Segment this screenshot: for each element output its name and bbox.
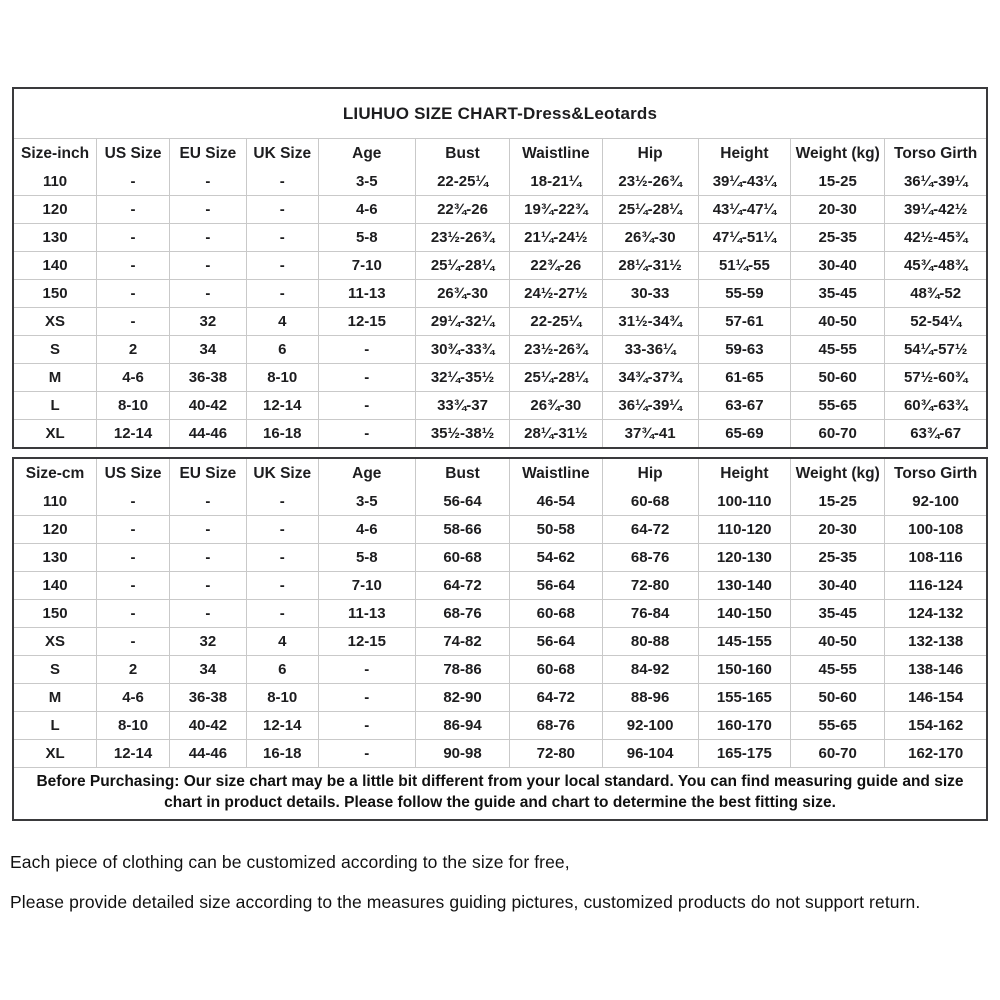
- size-cell: 2: [97, 336, 170, 364]
- table-row: [14, 280, 986, 308]
- size-cell: -: [170, 168, 247, 196]
- column-header: Waistline: [510, 139, 602, 168]
- size-cell: 4-6: [97, 684, 170, 712]
- size-cell: 60-70: [791, 740, 885, 768]
- size-cell: 23½-26¾: [602, 168, 698, 196]
- size-cell: 32¼-35½: [415, 364, 509, 392]
- size-cell: 4-6: [318, 196, 415, 224]
- column-header: Height: [698, 139, 790, 168]
- size-cell: M: [14, 684, 97, 712]
- size-cell: 110: [14, 168, 97, 196]
- size-cell: 78-86: [415, 656, 509, 684]
- size-cell: 162-170: [885, 740, 986, 768]
- table-row: [14, 628, 986, 656]
- column-header: Age: [318, 139, 415, 168]
- header-row: [14, 139, 986, 168]
- size-cell: 58-66: [415, 516, 509, 544]
- size-cell: 108-116: [885, 544, 986, 572]
- size-cell: 36¼-39¼: [602, 392, 698, 420]
- table-row: [14, 336, 986, 364]
- column-header: Weight (kg): [791, 139, 885, 168]
- table-row: [14, 684, 986, 712]
- size-cell: 35½-38½: [415, 420, 509, 448]
- table-row: [14, 196, 986, 224]
- size-cell: 61-65: [698, 364, 790, 392]
- size-cell: 120: [14, 516, 97, 544]
- size-cell: 130: [14, 544, 97, 572]
- size-cell: 25-35: [791, 224, 885, 252]
- size-cell: 23½-26¾: [510, 336, 602, 364]
- size-cell: 60¾-63¾: [885, 392, 986, 420]
- size-cell: 29¼-32¼: [415, 308, 509, 336]
- table-row: [14, 224, 986, 252]
- footnote-return-policy: Please provide detailed size according to the measures guiding pictures, customized products do not support return.: [10, 892, 921, 912]
- size-cell: 50-58: [510, 516, 602, 544]
- size-cell: 60-70: [791, 420, 885, 448]
- size-cell: 43¼-47¼: [698, 196, 790, 224]
- column-header: UK Size: [246, 139, 318, 168]
- size-cell: 23½-26¾: [415, 224, 509, 252]
- size-cell: 16-18: [246, 740, 318, 768]
- size-cell: 25¼-28¼: [415, 252, 509, 280]
- size-cell: 42½-45¾: [885, 224, 986, 252]
- size-cell: -: [97, 516, 170, 544]
- size-cell: 11-13: [318, 280, 415, 308]
- size-cell: 63¾-67: [885, 420, 986, 448]
- size-cell: 31½-34¾: [602, 308, 698, 336]
- size-cell: 140-150: [698, 600, 790, 628]
- size-cell: 138-146: [885, 656, 986, 684]
- size-cell: -: [97, 280, 170, 308]
- column-header: Torso Girth: [885, 459, 986, 488]
- size-cell: -: [97, 600, 170, 628]
- size-cell: -: [170, 572, 247, 600]
- size-cell: 56-64: [510, 628, 602, 656]
- size-cell: 8-10: [97, 392, 170, 420]
- table-row: [14, 600, 986, 628]
- column-header: Bust: [415, 459, 509, 488]
- table-row: [14, 308, 986, 336]
- size-cell: -: [246, 252, 318, 280]
- size-cell: 59-63: [698, 336, 790, 364]
- size-cell: 8-10: [97, 712, 170, 740]
- table-row: [14, 364, 986, 392]
- size-cell: 145-155: [698, 628, 790, 656]
- header-row: [14, 459, 986, 488]
- size-cell: 55-59: [698, 280, 790, 308]
- size-cell: 86-94: [415, 712, 509, 740]
- size-cell: XS: [14, 308, 97, 336]
- size-cell: 40-42: [170, 712, 247, 740]
- size-cell: -: [246, 196, 318, 224]
- size-cell: 96-104: [602, 740, 698, 768]
- size-cell: 25-35: [791, 544, 885, 572]
- size-cell: 44-46: [170, 420, 247, 448]
- size-cell: 4-6: [318, 516, 415, 544]
- size-table-cm: [14, 459, 986, 767]
- size-cell: 68-76: [602, 544, 698, 572]
- size-cell: 21¼-24½: [510, 224, 602, 252]
- size-cell: 40-42: [170, 392, 247, 420]
- size-cell: 26¾-30: [602, 224, 698, 252]
- size-cell: 3-5: [318, 168, 415, 196]
- size-cell: 154-162: [885, 712, 986, 740]
- size-cell: 7-10: [318, 252, 415, 280]
- size-cell: 12-14: [246, 712, 318, 740]
- size-cell: -: [318, 392, 415, 420]
- size-cell: 60-68: [510, 600, 602, 628]
- size-cell: -: [246, 544, 318, 572]
- size-cell: 24½-27½: [510, 280, 602, 308]
- size-cell: 34: [170, 336, 247, 364]
- size-cell: 26¾-30: [415, 280, 509, 308]
- size-cell: 90-98: [415, 740, 509, 768]
- size-cell: -: [318, 364, 415, 392]
- before-purchasing-note: Before Purchasing: Our size chart may be a little bit different from your local standard. You can find measuring guide and size chart in product details. Please follow the guide and chart to determine the best fitting size.: [14, 767, 986, 819]
- size-cell: -: [170, 600, 247, 628]
- size-cell: 6: [246, 656, 318, 684]
- size-cell: 30-40: [791, 252, 885, 280]
- size-cell: 150: [14, 600, 97, 628]
- table-row: [14, 488, 986, 516]
- size-cell: -: [246, 224, 318, 252]
- size-cell: 12-14: [246, 392, 318, 420]
- size-cell: 165-175: [698, 740, 790, 768]
- size-cell: 16-18: [246, 420, 318, 448]
- column-header: Age: [318, 459, 415, 488]
- size-cell: 25¼-28¼: [510, 364, 602, 392]
- size-cell: -: [170, 224, 247, 252]
- size-cell: -: [318, 336, 415, 364]
- size-cell: 50-60: [791, 684, 885, 712]
- size-cell: 130: [14, 224, 97, 252]
- size-cell: -: [246, 516, 318, 544]
- size-cell: 140: [14, 252, 97, 280]
- size-cell: 34¾-37¾: [602, 364, 698, 392]
- size-cell: 57-61: [698, 308, 790, 336]
- table-row: [14, 420, 986, 448]
- size-cell: 68-76: [415, 600, 509, 628]
- size-cell: 51¼-55: [698, 252, 790, 280]
- size-cell: 50-60: [791, 364, 885, 392]
- size-cell: 25¼-28¼: [602, 196, 698, 224]
- size-cell: -: [246, 572, 318, 600]
- size-cell: L: [14, 712, 97, 740]
- size-cell: 26¾-30: [510, 392, 602, 420]
- size-cell: 12-15: [318, 308, 415, 336]
- size-cell: 120-130: [698, 544, 790, 572]
- size-cell: 8-10: [246, 684, 318, 712]
- size-cell: -: [246, 600, 318, 628]
- size-cell: XL: [14, 420, 97, 448]
- size-cell: 160-170: [698, 712, 790, 740]
- table-row: [14, 168, 986, 196]
- table-row: [14, 392, 986, 420]
- size-cell: -: [170, 488, 247, 516]
- size-cell: -: [97, 544, 170, 572]
- column-header: Height: [698, 459, 790, 488]
- size-cell: XL: [14, 740, 97, 768]
- size-cell: 120: [14, 196, 97, 224]
- column-header: Hip: [602, 139, 698, 168]
- size-cell: 39¼-43¼: [698, 168, 790, 196]
- table-row: [14, 544, 986, 572]
- size-cell: 130-140: [698, 572, 790, 600]
- size-cell: 60-68: [510, 656, 602, 684]
- size-cell: 155-165: [698, 684, 790, 712]
- size-cell: 12-14: [97, 420, 170, 448]
- inch-table-section: [12, 87, 988, 449]
- size-cell: -: [97, 196, 170, 224]
- size-cell: 22¾-26: [415, 196, 509, 224]
- size-cell: 92-100: [885, 488, 986, 516]
- size-cell: -: [97, 168, 170, 196]
- size-cell: 150: [14, 280, 97, 308]
- column-header: UK Size: [246, 459, 318, 488]
- size-cell: 33¾-37: [415, 392, 509, 420]
- size-cell: 5-8: [318, 224, 415, 252]
- size-cell: 55-65: [791, 712, 885, 740]
- size-cell: 116-124: [885, 572, 986, 600]
- size-cell: -: [170, 280, 247, 308]
- size-cell: 18-21¼: [510, 168, 602, 196]
- column-header: Weight (kg): [791, 459, 885, 488]
- size-cell: 4: [246, 308, 318, 336]
- size-chart: [12, 87, 988, 821]
- table-row: [14, 252, 986, 280]
- size-cell: -: [170, 196, 247, 224]
- column-header: US Size: [97, 139, 170, 168]
- table-row: [14, 572, 986, 600]
- size-cell: -: [246, 168, 318, 196]
- size-cell: 54-62: [510, 544, 602, 572]
- size-cell: 146-154: [885, 684, 986, 712]
- size-cell: 48¾-52: [885, 280, 986, 308]
- column-header: Size-cm: [14, 459, 97, 488]
- section-divider: [12, 449, 988, 457]
- size-cell: 45-55: [791, 336, 885, 364]
- size-cell: -: [170, 516, 247, 544]
- size-cell: 44-46: [170, 740, 247, 768]
- size-cell: -: [97, 488, 170, 516]
- size-cell: 92-100: [602, 712, 698, 740]
- size-cell: 76-84: [602, 600, 698, 628]
- size-cell: -: [97, 252, 170, 280]
- size-cell: 88-96: [602, 684, 698, 712]
- size-cell: 57½-60¾: [885, 364, 986, 392]
- size-cell: 65-69: [698, 420, 790, 448]
- cm-table-section: [12, 457, 988, 821]
- size-cell: 68-76: [510, 712, 602, 740]
- size-cell: 11-13: [318, 600, 415, 628]
- size-cell: 132-138: [885, 628, 986, 656]
- size-cell: 56-64: [415, 488, 509, 516]
- size-cell: 2: [97, 656, 170, 684]
- size-cell: 30-33: [602, 280, 698, 308]
- size-cell: 20-30: [791, 516, 885, 544]
- size-table-inch: [14, 139, 986, 447]
- size-cell: -: [97, 224, 170, 252]
- size-cell: 4-6: [97, 364, 170, 392]
- footnotes: [10, 852, 996, 932]
- size-cell: -: [318, 656, 415, 684]
- size-cell: -: [97, 572, 170, 600]
- size-cell: 22¾-26: [510, 252, 602, 280]
- size-cell: -: [97, 308, 170, 336]
- size-cell: 54¼-57½: [885, 336, 986, 364]
- size-cell: -: [170, 252, 247, 280]
- size-cell: 8-10: [246, 364, 318, 392]
- size-cell: L: [14, 392, 97, 420]
- size-cell: 56-64: [510, 572, 602, 600]
- size-cell: 30¾-33¾: [415, 336, 509, 364]
- size-cell: 124-132: [885, 600, 986, 628]
- size-cell: 80-88: [602, 628, 698, 656]
- size-cell: 74-82: [415, 628, 509, 656]
- size-cell: 35-45: [791, 600, 885, 628]
- size-cell: 55-65: [791, 392, 885, 420]
- size-cell: XS: [14, 628, 97, 656]
- size-cell: 15-25: [791, 168, 885, 196]
- size-cell: 20-30: [791, 196, 885, 224]
- size-cell: 4: [246, 628, 318, 656]
- size-cell: 45-55: [791, 656, 885, 684]
- size-cell: 45¾-48¾: [885, 252, 986, 280]
- footnote-customization: Each piece of clothing can be customized according to the size for free,: [10, 852, 570, 872]
- size-cell: 40-50: [791, 628, 885, 656]
- size-cell: 46-54: [510, 488, 602, 516]
- size-cell: S: [14, 656, 97, 684]
- size-cell: 32: [170, 308, 247, 336]
- size-cell: 60-68: [415, 544, 509, 572]
- size-cell: 82-90: [415, 684, 509, 712]
- size-cell: 12-14: [97, 740, 170, 768]
- size-cell: 110-120: [698, 516, 790, 544]
- size-cell: 22-25¼: [510, 308, 602, 336]
- size-cell: -: [246, 488, 318, 516]
- size-cell: 63-67: [698, 392, 790, 420]
- size-cell: M: [14, 364, 97, 392]
- size-cell: 34: [170, 656, 247, 684]
- column-header: Torso Girth: [885, 139, 986, 168]
- size-cell: 33-36¼: [602, 336, 698, 364]
- size-cell: 60-68: [602, 488, 698, 516]
- size-cell: 37¾-41: [602, 420, 698, 448]
- table-row: [14, 740, 986, 768]
- size-cell: -: [318, 684, 415, 712]
- size-cell: 15-25: [791, 488, 885, 516]
- size-cell: 64-72: [510, 684, 602, 712]
- size-cell: 3-5: [318, 488, 415, 516]
- size-cell: 30-40: [791, 572, 885, 600]
- size-cell: 36¼-39¼: [885, 168, 986, 196]
- size-cell: 7-10: [318, 572, 415, 600]
- size-cell: 100-108: [885, 516, 986, 544]
- size-cell: 40-50: [791, 308, 885, 336]
- size-cell: S: [14, 336, 97, 364]
- size-cell: -: [170, 544, 247, 572]
- size-cell: 100-110: [698, 488, 790, 516]
- size-cell: -: [318, 740, 415, 768]
- size-cell: 110: [14, 488, 97, 516]
- size-cell: 35-45: [791, 280, 885, 308]
- column-header: EU Size: [170, 459, 247, 488]
- size-cell: 140: [14, 572, 97, 600]
- size-cell: 84-92: [602, 656, 698, 684]
- size-cell: 52-54¼: [885, 308, 986, 336]
- size-cell: 28¼-31½: [602, 252, 698, 280]
- size-cell: -: [318, 420, 415, 448]
- table-row: [14, 516, 986, 544]
- size-cell: 28¼-31½: [510, 420, 602, 448]
- column-header: US Size: [97, 459, 170, 488]
- table-row: [14, 712, 986, 740]
- size-cell: 64-72: [415, 572, 509, 600]
- size-cell: 47¼-51¼: [698, 224, 790, 252]
- size-cell: 64-72: [602, 516, 698, 544]
- size-cell: -: [318, 712, 415, 740]
- table-row: [14, 656, 986, 684]
- size-cell: 12-15: [318, 628, 415, 656]
- size-cell: -: [246, 280, 318, 308]
- size-cell: 72-80: [510, 740, 602, 768]
- column-header: Hip: [602, 459, 698, 488]
- column-header: Size-inch: [14, 139, 97, 168]
- size-cell: 22-25¼: [415, 168, 509, 196]
- size-cell: 39¼-42½: [885, 196, 986, 224]
- size-cell: 36-38: [170, 684, 247, 712]
- page-title: LIUHUO SIZE CHART-Dress&Leotards: [14, 89, 986, 139]
- column-header: Waistline: [510, 459, 602, 488]
- size-cell: -: [97, 628, 170, 656]
- size-cell: 5-8: [318, 544, 415, 572]
- size-cell: 32: [170, 628, 247, 656]
- size-cell: 72-80: [602, 572, 698, 600]
- size-cell: 6: [246, 336, 318, 364]
- size-cell: 36-38: [170, 364, 247, 392]
- size-cell: 150-160: [698, 656, 790, 684]
- column-header: EU Size: [170, 139, 247, 168]
- size-cell: 19¾-22¾: [510, 196, 602, 224]
- column-header: Bust: [415, 139, 509, 168]
